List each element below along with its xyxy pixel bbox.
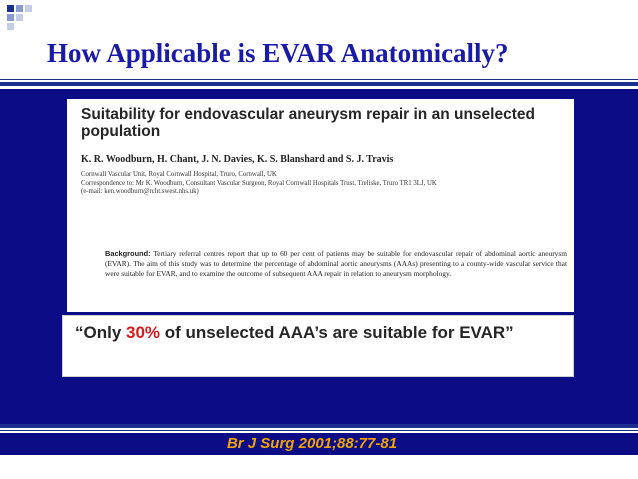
paper-abstract — [105, 249, 567, 279]
footer-divider-thin — [0, 430, 638, 431]
decorative-corner-squares — [7, 5, 47, 33]
abstract-label: Background: — [105, 249, 151, 258]
slide-title: How Applicable is EVAR Anatomically? — [47, 38, 509, 68]
key-quote — [62, 315, 574, 377]
paper-affiliation — [81, 171, 571, 197]
quote-highlight-percentage: 30% — [126, 323, 161, 342]
affiliation-line: Cornwall Vascular Unit, Royal Cornwall Hospital, Truro, Cornwall, UK — [81, 171, 277, 178]
title-divider-thick — [0, 82, 638, 86]
citation-bar — [0, 433, 638, 455]
title-divider-thin — [0, 79, 638, 80]
footer-divider-thick — [0, 424, 638, 428]
paper-title: Suitability for endovascular aneurysm repair in an unselected population — [81, 106, 535, 140]
email-line: (e-mail: ken.woodburn@rcht.swest.nhs.uk) — [81, 188, 199, 195]
paper-excerpt — [67, 99, 574, 312]
abstract-text: Tertiary referral centres report that up to 60 per cent of patients may be suitable for endovascular repair of abdominal aortic aneurysm (EVAR). The aim of this study was to determine the percentage of abdominal aortic aneurysms (AAAs) presenting to a county-wide vascular service that were suitable for EVAR, and to examine the outcome of subsequent AAA repair in relation to aneurysm morphology. — [105, 249, 568, 278]
paper-authors: K. R. Woodburn, H. Chant, J. N. Davies, K. S. Blanshard and S. J. Travis — [81, 154, 394, 165]
citation-text: Br J Surg 2001;88:77-81 — [226, 435, 398, 452]
quote-text-after: of unselected AAA’s are suitable for EVAR” — [160, 323, 514, 342]
correspondence-line: Correspondence to: Mr K. Woodburn, Consultant Vascular Surgeon, Royal Cornwall Hospitals Trust, Treliske, Truro TR1 3LJ, UK — [81, 179, 437, 187]
quote-text-before: “Only — [75, 323, 127, 342]
